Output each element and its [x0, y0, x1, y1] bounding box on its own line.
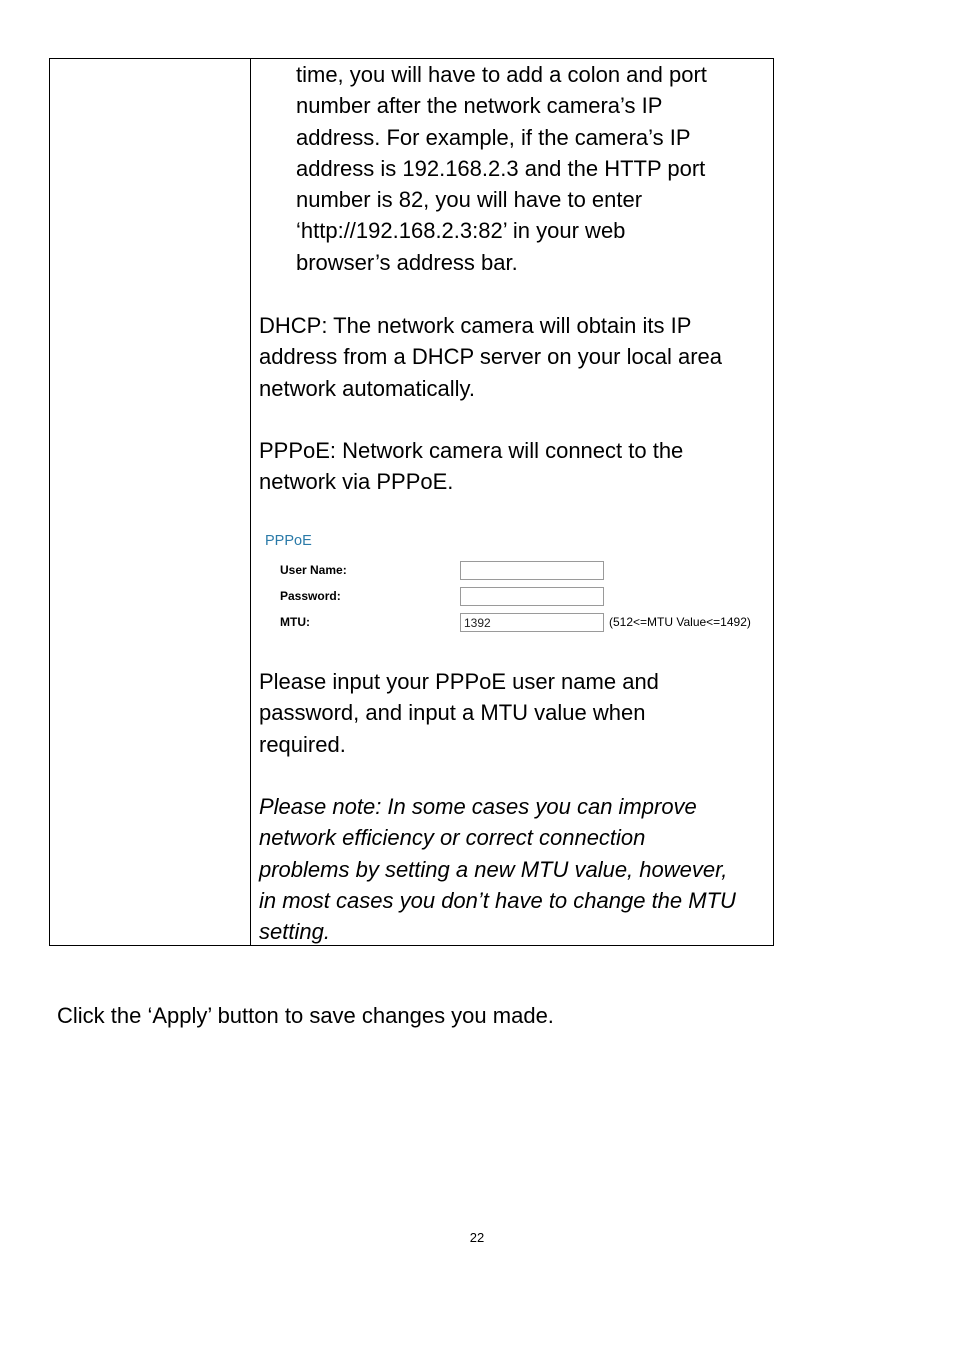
- user-name-label: User Name:: [280, 563, 347, 577]
- mtu-note: Please note: In some cases you can improve network efficiency or correct connection problems by setting a new MTU value, however, in most cases you don’t have to change the MTU setting.: [259, 794, 736, 945]
- pppoe-description: PPPoE: Network camera will connect to the network via PPPoE.: [259, 438, 684, 495]
- pppoe-settings-panel: [263, 531, 768, 641]
- port-instruction-paragraph: time, you will have to add a colon and port number after the network camera’s IP address. For example, if the camera’s IP address is 192.168.2.3 and the HTTP port number is 82, you will have to enter ‘http://192.168.2.3:82’ in your web browser’s address bar.: [296, 62, 707, 275]
- dhcp-description: DHCP: The network camera will obtain its IP address from a DHCP server on your local area network automatically.: [259, 313, 723, 401]
- settings-table: [49, 58, 774, 946]
- user-name-input[interactable]: [460, 561, 604, 580]
- mtu-range-hint: (512<=MTU Value<=1492): [609, 615, 751, 629]
- password-label: Password:: [280, 589, 341, 603]
- password-input[interactable]: [460, 587, 604, 606]
- pppoe-panel-title: PPPoE: [265, 533, 312, 549]
- pppoe-input-instruction: Please input your PPPoE user name and password, and input a MTU value when required.: [259, 669, 659, 757]
- mtu-input[interactable]: [460, 613, 604, 632]
- column-divider: [250, 59, 251, 945]
- page-number: 22: [469, 1230, 485, 1245]
- apply-instruction: Click the ‘Apply’ button to save changes you made.: [57, 1003, 554, 1028]
- mtu-label: MTU:: [280, 615, 310, 629]
